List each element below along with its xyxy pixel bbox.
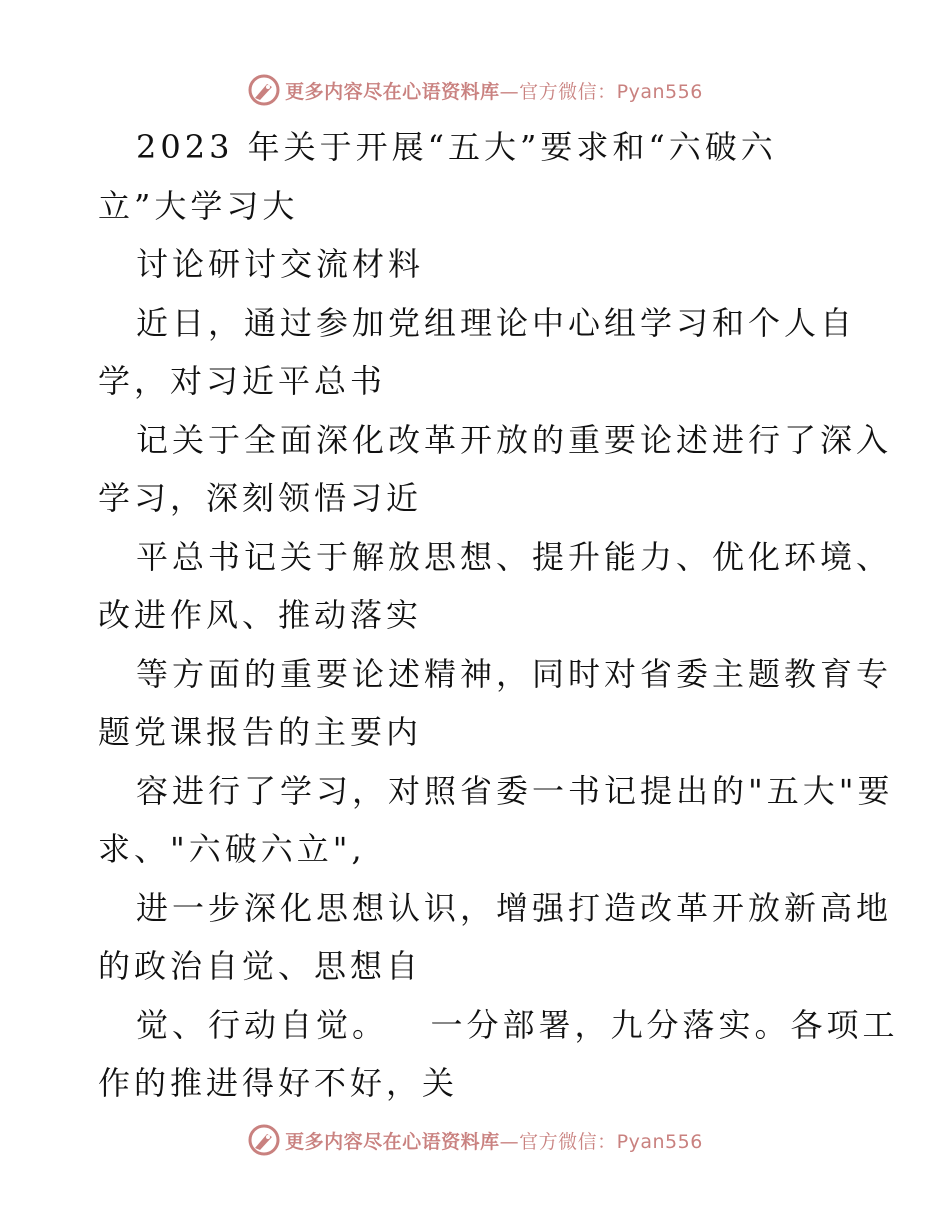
watermark-banner-bottom: [0, 1120, 950, 1160]
pen-nib-circle-icon: [247, 73, 281, 107]
watermark-official-text: 官方微信：Pyan556: [519, 1130, 703, 1153]
paragraph-line: 题党课报告的主要内: [98, 713, 423, 751]
paragraph-line: 学习，深刻领悟习近: [98, 479, 423, 517]
paragraph-line: 平总书记关于解放思想、提升能力、优化环境、: [136, 537, 893, 576]
title-line-3: 讨论研讨交流材料: [136, 245, 425, 283]
title-line-2: 立”大学习大: [98, 186, 299, 225]
document-body: [98, 118, 899, 1113]
watermark-official-text: 官方微信：Pyan556: [519, 80, 703, 103]
paragraph-line: 学，对习近平总书: [98, 362, 387, 400]
pen-nib-circle-icon: [247, 1123, 281, 1157]
paragraph-line: 的政治自觉、思想自: [98, 947, 423, 985]
watermark-main-text: 更多内容尽在心语资料库: [285, 80, 500, 103]
watermark-main-text: 更多内容尽在心语资料库: [285, 1130, 500, 1153]
watermark-text: [285, 1127, 703, 1154]
paragraph-line: 改进作风、推动落实: [98, 596, 423, 634]
paragraph-line: 觉、行动自觉。 一分部署，九分落实。各项工: [136, 1005, 899, 1044]
paragraph-line: 作的推进得好不好，关: [98, 1064, 459, 1102]
watermark-text: [285, 77, 703, 104]
watermark-dash: —: [499, 1130, 520, 1153]
watermark-dash: —: [499, 80, 520, 103]
paragraph-line: 近日，通过参加党组理论中心组学习和个人自: [136, 303, 857, 342]
title-line-1: 2023 年关于开展“五大”要求和“六破六: [136, 128, 777, 166]
paragraph-line: 容进行了学习，对照省委一书记提出的"五大"要: [136, 771, 894, 810]
paragraph-line: 等方面的重要论述精神，同时对省委主题教育专: [136, 654, 893, 693]
watermark-banner-top: [0, 70, 950, 110]
paragraph-line: 记关于全面深化改革开放的重要论述进行了深入: [136, 420, 893, 459]
paragraph-line: 求、"六破六立",: [98, 830, 366, 868]
paragraph-line: 进一步深化思想认识，增强打造改革开放新高地: [136, 888, 893, 927]
